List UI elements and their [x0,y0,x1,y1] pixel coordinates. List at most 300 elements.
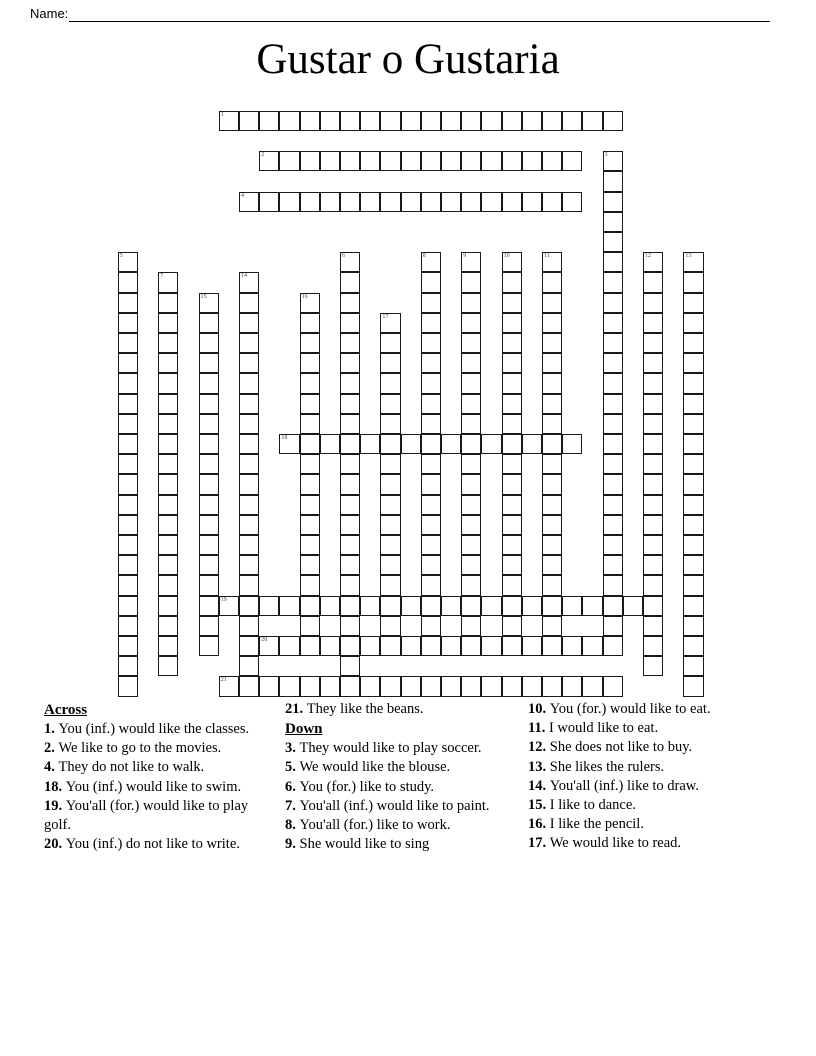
grid-cell[interactable] [118,414,138,434]
grid-cell[interactable] [421,394,441,414]
grid-cell[interactable] [481,676,501,696]
grid-cell[interactable] [683,293,703,313]
grid-cell[interactable] [461,252,481,272]
grid-cell[interactable] [683,575,703,595]
grid-cell[interactable] [340,434,360,454]
grid-cell[interactable] [502,495,522,515]
grid-cell[interactable] [118,252,138,272]
grid-cell[interactable] [562,676,582,696]
grid-cell[interactable] [461,313,481,333]
grid-cell[interactable] [441,192,461,212]
grid-cell[interactable] [300,535,320,555]
grid-cell[interactable] [320,151,340,171]
grid-cell[interactable] [461,474,481,494]
grid-cell[interactable] [441,636,461,656]
grid-cell[interactable] [158,575,178,595]
grid-cell[interactable] [340,555,360,575]
grid-cell[interactable] [643,555,663,575]
grid-cell[interactable] [320,596,340,616]
grid-cell[interactable] [683,676,703,696]
grid-cell[interactable] [259,636,279,656]
grid-cell[interactable] [380,111,400,131]
grid-cell[interactable] [199,515,219,535]
grid-cell[interactable] [118,394,138,414]
grid-cell[interactable] [279,151,299,171]
grid-cell[interactable] [300,353,320,373]
grid-cell[interactable] [380,353,400,373]
grid-cell[interactable] [542,454,562,474]
grid-cell[interactable] [481,596,501,616]
grid-cell[interactable] [118,535,138,555]
grid-cell[interactable] [300,596,320,616]
grid-cell[interactable] [461,596,481,616]
grid-cell[interactable] [421,474,441,494]
grid-cell[interactable] [603,373,623,393]
grid-cell[interactable] [239,272,259,292]
grid-cell[interactable] [502,353,522,373]
grid-cell[interactable] [421,373,441,393]
grid-cell[interactable] [158,636,178,656]
grid-cell[interactable] [603,394,623,414]
grid-cell[interactable] [118,272,138,292]
grid-cell[interactable] [380,192,400,212]
grid-cell[interactable] [643,394,663,414]
grid-cell[interactable] [603,293,623,313]
grid-cell[interactable] [643,636,663,656]
grid-cell[interactable] [643,515,663,535]
grid-cell[interactable] [683,656,703,676]
grid-cell[interactable] [300,111,320,131]
grid-cell[interactable] [542,373,562,393]
grid-cell[interactable] [502,454,522,474]
grid-cell[interactable] [562,192,582,212]
grid-cell[interactable] [683,373,703,393]
grid-cell[interactable] [239,454,259,474]
grid-cell[interactable] [441,111,461,131]
grid-cell[interactable] [300,313,320,333]
grid-cell[interactable] [401,434,421,454]
grid-cell[interactable] [199,616,219,636]
grid-cell[interactable] [380,596,400,616]
grid-cell[interactable] [461,515,481,535]
grid-cell[interactable] [239,353,259,373]
grid-cell[interactable] [360,434,380,454]
grid-cell[interactable] [199,495,219,515]
grid-cell[interactable] [461,414,481,434]
grid-cell[interactable] [300,192,320,212]
grid-cell[interactable] [199,454,219,474]
grid-cell[interactable] [300,495,320,515]
grid-cell[interactable] [239,515,259,535]
grid-cell[interactable] [502,474,522,494]
grid-cell[interactable] [380,676,400,696]
grid-cell[interactable] [683,353,703,373]
grid-cell[interactable] [300,434,320,454]
grid-cell[interactable] [118,515,138,535]
grid-cell[interactable] [441,434,461,454]
grid-cell[interactable] [340,353,360,373]
grid-cell[interactable] [421,555,441,575]
grid-cell[interactable] [320,111,340,131]
grid-cell[interactable] [259,676,279,696]
grid-cell[interactable] [542,151,562,171]
grid-cell[interactable] [340,373,360,393]
grid-cell[interactable] [340,495,360,515]
grid-cell[interactable] [300,394,320,414]
grid-cell[interactable] [158,353,178,373]
grid-cell[interactable] [643,434,663,454]
grid-cell[interactable] [421,313,441,333]
grid-cell[interactable] [421,353,441,373]
grid-cell[interactable] [603,474,623,494]
grid-cell[interactable] [118,575,138,595]
grid-cell[interactable] [502,313,522,333]
grid-cell[interactable] [542,575,562,595]
grid-cell[interactable] [502,272,522,292]
grid-cell[interactable] [380,414,400,434]
grid-cell[interactable] [683,636,703,656]
grid-cell[interactable] [603,272,623,292]
grid-cell[interactable] [259,111,279,131]
grid-cell[interactable] [643,272,663,292]
grid-cell[interactable] [199,373,219,393]
grid-cell[interactable] [340,454,360,474]
grid-cell[interactable] [461,373,481,393]
grid-cell[interactable] [502,333,522,353]
grid-cell[interactable] [300,616,320,636]
grid-cell[interactable] [522,192,542,212]
grid-cell[interactable] [461,394,481,414]
grid-cell[interactable] [239,495,259,515]
grid-cell[interactable] [340,192,360,212]
grid-cell[interactable] [380,373,400,393]
grid-cell[interactable] [219,596,239,616]
grid-cell[interactable] [643,575,663,595]
grid-cell[interactable] [380,394,400,414]
grid-cell[interactable] [542,313,562,333]
grid-cell[interactable] [239,313,259,333]
grid-cell[interactable] [259,151,279,171]
grid-cell[interactable] [461,555,481,575]
grid-cell[interactable] [320,434,340,454]
grid-cell[interactable] [643,616,663,636]
grid-cell[interactable] [542,394,562,414]
grid-cell[interactable] [199,575,219,595]
grid-cell[interactable] [158,272,178,292]
grid-cell[interactable] [158,474,178,494]
grid-cell[interactable] [421,495,441,515]
grid-cell[interactable] [380,495,400,515]
grid-cell[interactable] [643,656,663,676]
grid-cell[interactable] [239,535,259,555]
grid-cell[interactable] [623,596,643,616]
grid-cell[interactable] [158,454,178,474]
grid-cell[interactable] [643,596,663,616]
grid-cell[interactable] [603,192,623,212]
grid-cell[interactable] [158,555,178,575]
grid-cell[interactable] [683,555,703,575]
grid-cell[interactable] [199,636,219,656]
grid-cell[interactable] [401,111,421,131]
grid-cell[interactable] [502,252,522,272]
grid-cell[interactable] [421,616,441,636]
grid-cell[interactable] [158,414,178,434]
grid-cell[interactable] [239,293,259,313]
grid-cell[interactable] [542,192,562,212]
grid-cell[interactable] [461,151,481,171]
grid-cell[interactable] [643,454,663,474]
grid-cell[interactable] [461,192,481,212]
grid-cell[interactable] [603,171,623,191]
grid-cell[interactable] [300,333,320,353]
grid-cell[interactable] [340,515,360,535]
grid-cell[interactable] [603,313,623,333]
grid-cell[interactable] [118,636,138,656]
grid-cell[interactable] [421,515,441,535]
grid-cell[interactable] [360,192,380,212]
grid-cell[interactable] [300,373,320,393]
grid-cell[interactable] [421,454,441,474]
grid-cell[interactable] [239,394,259,414]
grid-cell[interactable] [118,656,138,676]
grid-cell[interactable] [542,353,562,373]
grid-cell[interactable] [340,616,360,636]
grid-cell[interactable] [643,495,663,515]
grid-cell[interactable] [340,151,360,171]
grid-cell[interactable] [502,676,522,696]
grid-cell[interactable] [542,434,562,454]
grid-cell[interactable] [461,434,481,454]
grid-cell[interactable] [542,676,562,696]
grid-cell[interactable] [603,575,623,595]
grid-cell[interactable] [542,293,562,313]
grid-cell[interactable] [683,495,703,515]
grid-cell[interactable] [118,333,138,353]
grid-cell[interactable] [421,272,441,292]
grid-cell[interactable] [300,454,320,474]
grid-cell[interactable] [461,333,481,353]
grid-cell[interactable] [199,333,219,353]
grid-cell[interactable] [239,192,259,212]
grid-cell[interactable] [683,333,703,353]
grid-cell[interactable] [300,575,320,595]
grid-cell[interactable] [643,313,663,333]
grid-cell[interactable] [643,373,663,393]
grid-cell[interactable] [199,313,219,333]
grid-cell[interactable] [683,454,703,474]
grid-cell[interactable] [158,434,178,454]
grid-cell[interactable] [522,636,542,656]
grid-cell[interactable] [300,555,320,575]
grid-cell[interactable] [300,414,320,434]
grid-cell[interactable] [643,414,663,434]
grid-cell[interactable] [502,394,522,414]
grid-cell[interactable] [300,151,320,171]
grid-cell[interactable] [502,293,522,313]
grid-cell[interactable] [279,636,299,656]
grid-cell[interactable] [199,596,219,616]
grid-cell[interactable] [461,616,481,636]
grid-cell[interactable] [158,333,178,353]
grid-cell[interactable] [340,293,360,313]
grid-cell[interactable] [340,575,360,595]
grid-cell[interactable] [481,111,501,131]
grid-cell[interactable] [461,454,481,474]
grid-cell[interactable] [199,293,219,313]
grid-cell[interactable] [300,515,320,535]
grid-cell[interactable] [118,454,138,474]
grid-cell[interactable] [582,676,602,696]
grid-cell[interactable] [340,676,360,696]
grid-cell[interactable] [199,555,219,575]
grid-cell[interactable] [522,676,542,696]
grid-cell[interactable] [603,535,623,555]
grid-cell[interactable] [380,434,400,454]
grid-cell[interactable] [118,373,138,393]
grid-cell[interactable] [340,414,360,434]
grid-cell[interactable] [461,636,481,656]
grid-cell[interactable] [279,434,299,454]
grid-cell[interactable] [522,596,542,616]
grid-cell[interactable] [603,495,623,515]
grid-cell[interactable] [380,636,400,656]
grid-cell[interactable] [320,636,340,656]
grid-cell[interactable] [118,474,138,494]
grid-cell[interactable] [199,394,219,414]
grid-cell[interactable] [340,313,360,333]
grid-cell[interactable] [502,515,522,535]
grid-cell[interactable] [239,676,259,696]
grid-cell[interactable] [158,616,178,636]
grid-cell[interactable] [643,293,663,313]
grid-cell[interactable] [219,676,239,696]
grid-cell[interactable] [603,414,623,434]
grid-cell[interactable] [603,212,623,232]
grid-cell[interactable] [603,252,623,272]
grid-cell[interactable] [502,151,522,171]
grid-cell[interactable] [502,555,522,575]
grid-cell[interactable] [441,596,461,616]
grid-cell[interactable] [118,434,138,454]
grid-cell[interactable] [380,313,400,333]
grid-cell[interactable] [683,313,703,333]
grid-cell[interactable] [522,111,542,131]
grid-cell[interactable] [199,535,219,555]
grid-cell[interactable] [421,151,441,171]
grid-cell[interactable] [683,272,703,292]
grid-cell[interactable] [582,111,602,131]
grid-cell[interactable] [320,192,340,212]
grid-cell[interactable] [542,474,562,494]
grid-cell[interactable] [603,232,623,252]
grid-cell[interactable] [481,636,501,656]
grid-cell[interactable] [542,495,562,515]
grid-cell[interactable] [380,575,400,595]
grid-cell[interactable] [118,596,138,616]
grid-cell[interactable] [542,414,562,434]
grid-cell[interactable] [421,596,441,616]
grid-cell[interactable] [603,596,623,616]
grid-cell[interactable] [683,414,703,434]
grid-cell[interactable] [502,111,522,131]
grid-cell[interactable] [502,434,522,454]
grid-cell[interactable] [562,434,582,454]
grid-cell[interactable] [542,333,562,353]
grid-cell[interactable] [562,636,582,656]
grid-cell[interactable] [259,192,279,212]
grid-cell[interactable] [340,111,360,131]
grid-cell[interactable] [441,676,461,696]
grid-cell[interactable] [562,151,582,171]
grid-cell[interactable] [683,434,703,454]
grid-cell[interactable] [502,636,522,656]
grid-cell[interactable] [643,333,663,353]
grid-cell[interactable] [158,535,178,555]
grid-cell[interactable] [502,414,522,434]
grid-cell[interactable] [461,111,481,131]
grid-cell[interactable] [300,474,320,494]
grid-cell[interactable] [542,111,562,131]
grid-cell[interactable] [340,656,360,676]
grid-cell[interactable] [603,111,623,131]
grid-cell[interactable] [380,454,400,474]
grid-cell[interactable] [259,596,279,616]
grid-cell[interactable] [158,656,178,676]
grid-cell[interactable] [603,676,623,696]
grid-cell[interactable] [340,333,360,353]
grid-cell[interactable] [158,313,178,333]
grid-cell[interactable] [340,474,360,494]
grid-cell[interactable] [158,394,178,414]
grid-cell[interactable] [320,676,340,696]
grid-cell[interactable] [239,373,259,393]
grid-cell[interactable] [380,151,400,171]
grid-cell[interactable] [239,474,259,494]
grid-cell[interactable] [582,636,602,656]
grid-cell[interactable] [542,272,562,292]
grid-cell[interactable] [683,596,703,616]
grid-cell[interactable] [421,252,441,272]
grid-cell[interactable] [199,474,219,494]
grid-cell[interactable] [461,535,481,555]
grid-cell[interactable] [542,555,562,575]
grid-cell[interactable] [401,636,421,656]
grid-cell[interactable] [643,535,663,555]
grid-cell[interactable] [239,656,259,676]
grid-cell[interactable] [461,575,481,595]
grid-cell[interactable] [522,434,542,454]
grid-cell[interactable] [461,495,481,515]
grid-cell[interactable] [279,596,299,616]
grid-cell[interactable] [603,434,623,454]
grid-cell[interactable] [481,151,501,171]
grid-cell[interactable] [502,192,522,212]
grid-cell[interactable] [239,333,259,353]
grid-cell[interactable] [481,434,501,454]
grid-cell[interactable] [683,394,703,414]
grid-cell[interactable] [199,353,219,373]
grid-cell[interactable] [603,454,623,474]
grid-cell[interactable] [542,515,562,535]
grid-cell[interactable] [502,596,522,616]
grid-cell[interactable] [300,636,320,656]
grid-cell[interactable] [603,555,623,575]
grid-cell[interactable] [421,293,441,313]
grid-cell[interactable] [421,636,441,656]
grid-cell[interactable] [360,596,380,616]
grid-cell[interactable] [118,555,138,575]
grid-cell[interactable] [683,616,703,636]
